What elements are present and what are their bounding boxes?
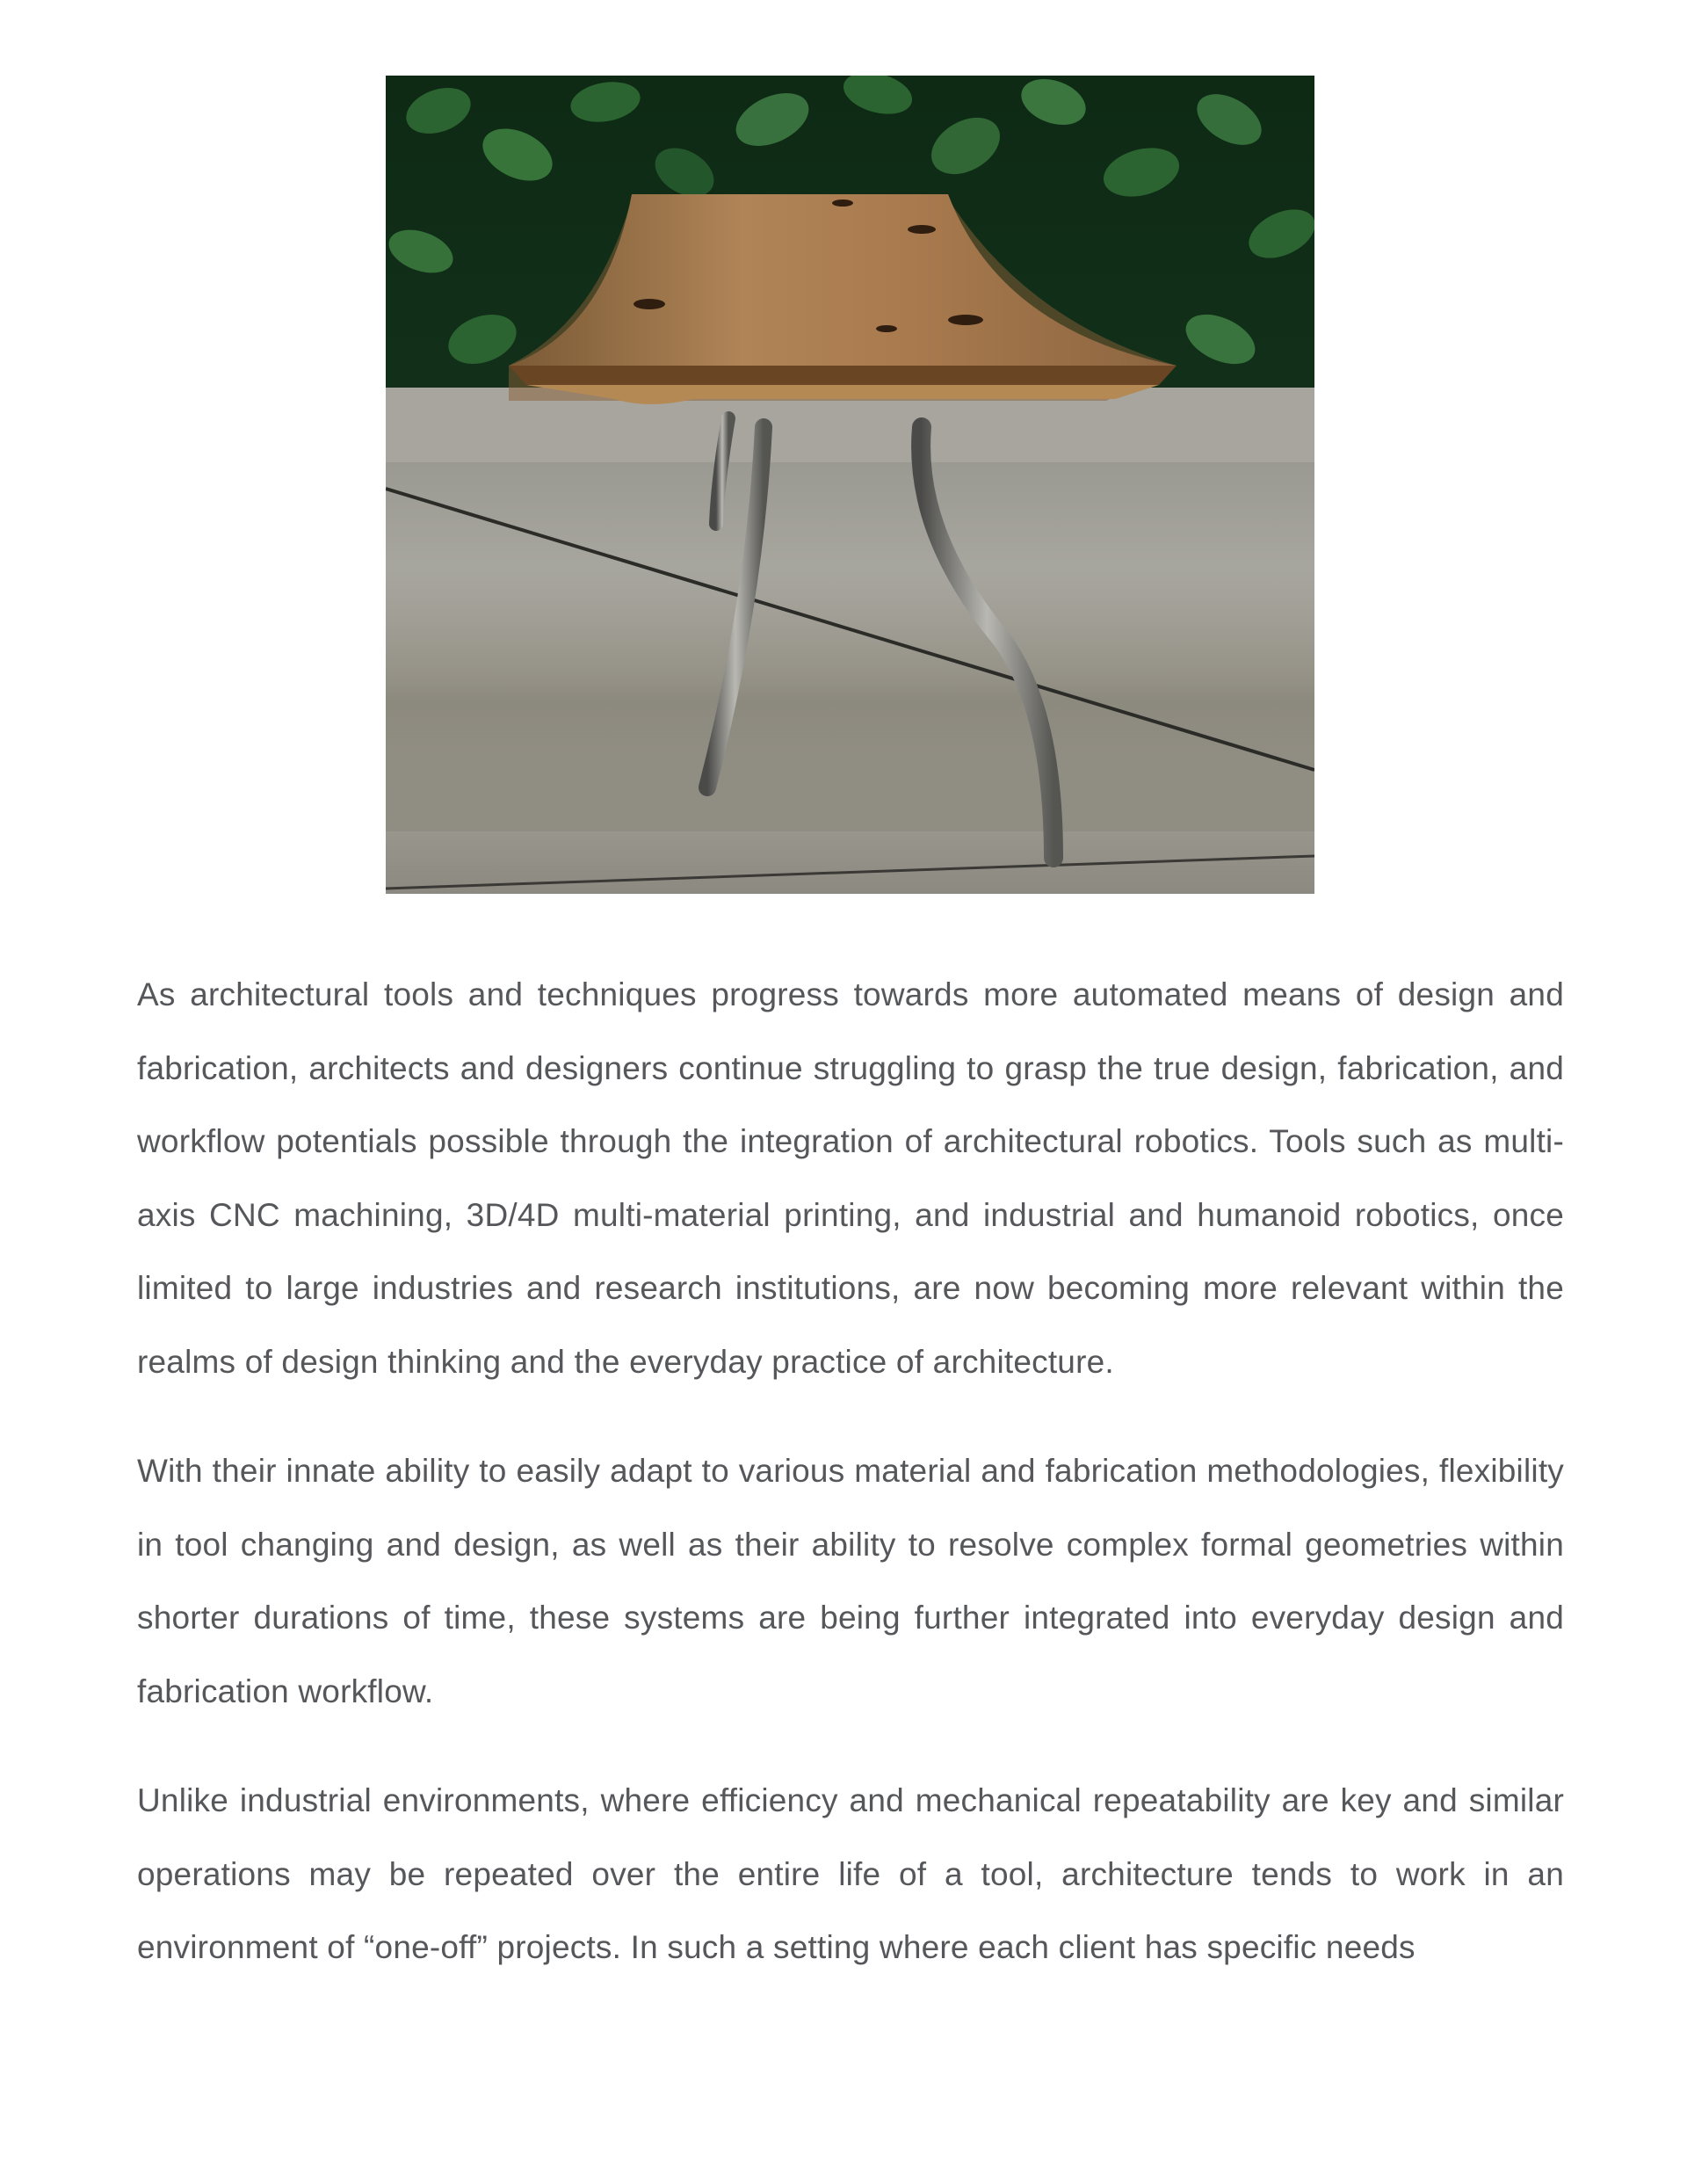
paragraph-2: With their innate ability to easily adapt to various material and fabrication methodologies, flexibility in tool changing and design, as well as their ability to resolve complex formal geometries within shorter durations of time, these systems are being further integrated into everyday design and fabrication workflow. — [137, 1453, 1564, 1709]
bench-hole — [832, 200, 853, 207]
bench-hole — [876, 325, 897, 332]
bench-illustration — [386, 76, 1314, 894]
bench-hole — [948, 315, 983, 325]
paragraph-3: Unlike industrial environments, where efficiency and mechanical repeatability are key and similar operations may be repeated over the entire life of a tool, architecture tends to work in an environment of “one-off” projects. In such a setting where each client has specific needs — [137, 1782, 1564, 1965]
paragraph-1: As architectural tools and techniques progress towards more automated means of design and fabrication, architects and designers continue struggling to grasp the true design, fabrication, and workflow potentials possible through the integration of architectural robotics. Tools such as multi-axis CNC machining, 3D/4D multi-material printing, and industrial and humanoid robotics, once limited to large industries and research institutions, are now becoming more relevant within the realms of design thinking and the everyday practice of architecture. — [137, 976, 1564, 1380]
bench-hole — [908, 225, 936, 234]
ground-stain — [386, 568, 1314, 831]
bench-photo — [386, 76, 1314, 894]
bench-edge — [509, 366, 1177, 385]
bench-hole — [634, 299, 665, 309]
body-text — [137, 958, 1564, 1984]
